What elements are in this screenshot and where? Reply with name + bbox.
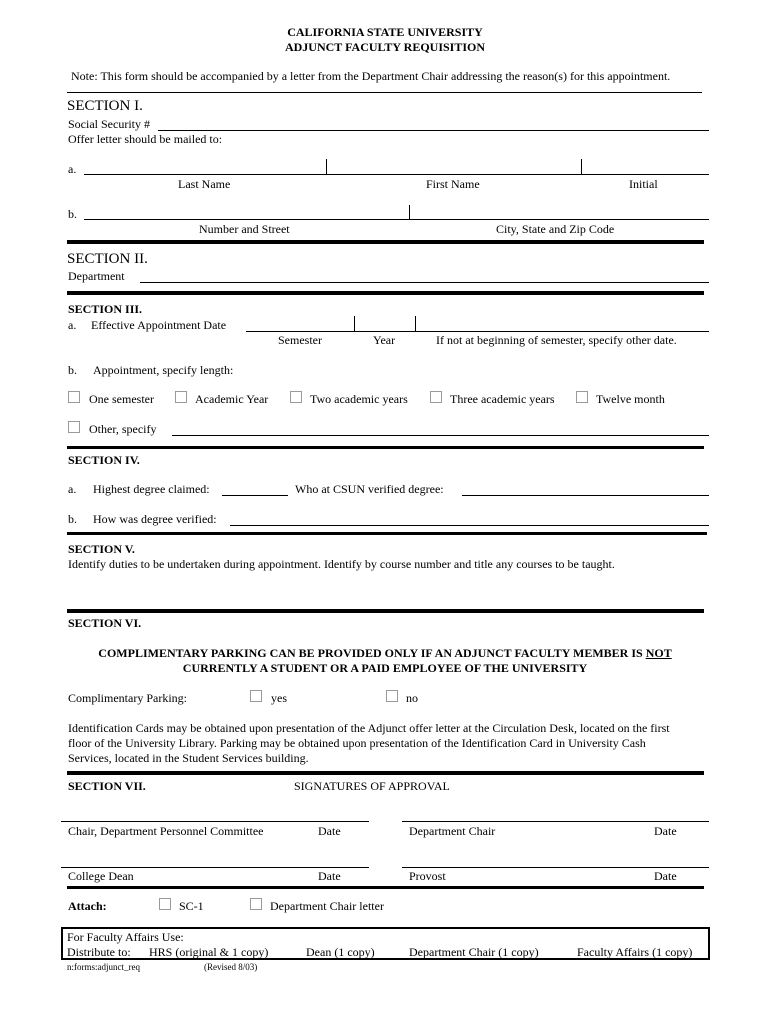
section-divider [67,446,704,449]
section-6-title: SECTION VI. [68,616,142,630]
row-b-label: b. [68,512,77,526]
ssn-label: Social Security # [68,117,150,131]
three-years-checkbox[interactable] [430,391,442,403]
two-years-label: Two academic years [310,392,408,406]
other-date-label: If not at beginning of semester, specify other date. [436,333,677,347]
two-years-checkbox[interactable] [290,391,302,403]
highest-degree-label: Highest degree claimed: [93,482,210,496]
department-field[interactable] [140,282,709,283]
id-card-info-line3: Services, located in the Student Services building. [68,751,309,765]
signatures-heading: SIGNATURES OF APPROVAL [294,779,450,793]
provost-label: Provost [409,869,446,883]
year-label: Year [373,333,396,347]
semester-label: Semester [278,333,322,347]
section-1-title: SECTION I. [67,98,143,114]
parking-no-label: no [406,691,418,705]
effective-date-label: Effective Appointment Date [91,318,227,332]
faculty-affairs-use-label: For Faculty Affairs Use: [67,930,184,944]
section-3-title: SECTION III. [68,302,143,316]
section-divider [67,771,704,775]
header-divider [67,92,702,93]
university-title: CALIFORNIA STATE UNIVERSITY [287,25,483,39]
parking-no-checkbox[interactable] [386,690,398,702]
name-separator [581,159,582,174]
department-label: Department [68,269,125,283]
complimentary-parking-label: Complimentary Parking: [68,691,187,705]
id-card-info-line1: Identification Cards may be obtained upon presentation of the Adjunct offer letter at the Circulation Desk, located on the first [68,721,670,735]
one-semester-checkbox[interactable] [68,391,80,403]
mailed-to-label: Offer letter should be mailed to: [68,132,223,146]
distribute-label: Distribute to: [67,945,131,959]
date-separator [354,316,355,331]
row-a-label: a. [68,162,77,176]
dist-dean: Dean (1 copy) [306,945,375,959]
effective-date-field[interactable] [246,331,709,332]
address-field[interactable] [84,219,709,220]
other-length-field[interactable] [172,435,709,436]
parking-notice-text: COMPLIMENTARY PARKING CAN BE PROVIDED ONLY IF AN ADJUNCT FACULTY MEMBER IS [98,646,646,660]
length-label: Appointment, specify length: [93,363,234,377]
parking-notice-not: NOT [645,646,672,660]
verifier-field[interactable] [462,495,709,496]
chair-letter-checkbox[interactable] [250,898,262,910]
section-divider [67,609,704,613]
name-separator [326,159,327,174]
row-b-label: b. [68,363,77,377]
initial-label: Initial [629,177,658,191]
dist-faculty-affairs: Faculty Affairs (1 copy) [577,945,693,959]
other-length-checkbox[interactable] [68,421,80,433]
section-4-title: SECTION IV. [68,453,140,467]
row-a-label: a. [68,482,77,496]
twelve-month-label: Twelve month [596,392,665,406]
dean-signature-line[interactable] [61,867,369,868]
attach-label: Attach: [68,899,107,913]
committee-chair-signature-line[interactable] [61,821,369,822]
duties-instructions: Identify duties to be undertaken during appointment. Identify by course number and title any courses to be taught. [68,557,615,571]
section-7-title: SECTION VII. [68,779,146,793]
twelve-month-checkbox[interactable] [576,391,588,403]
department-chair-label: Department Chair [409,824,496,838]
section-divider [67,240,704,244]
sc1-label: SC-1 [179,899,204,913]
city-label: City, State and Zip Code [496,222,615,236]
provost-signature-line[interactable] [402,867,709,868]
street-label: Number and Street [199,222,290,236]
date-separator [415,316,416,331]
academic-year-checkbox[interactable] [175,391,187,403]
row-a-label: a. [68,318,77,332]
parking-notice-line1 [0,646,770,661]
first-name-label: First Name [426,177,480,191]
ssn-field[interactable] [158,130,709,131]
dist-hrs: HRS (original & 1 copy) [149,945,269,959]
academic-year-label: Academic Year [195,392,269,406]
form-note: Note: This form should be accompanied by a letter from the Department Chair addressing the reason(s) for this appointment. [71,69,671,83]
last-name-label: Last Name [178,177,231,191]
one-semester-label: One semester [89,392,154,406]
row-b-label: b. [68,207,77,221]
parking-notice-line2: CURRENTLY A STUDENT OR A PAID EMPLOYEE OF THE UNIVERSITY [182,661,588,675]
other-length-label: Other, specify [89,422,157,436]
dist-department-chair: Department Chair (1 copy) [409,945,539,959]
department-chair-signature-line[interactable] [402,821,709,822]
file-reference: n:forms:adjunct_req [67,962,140,972]
college-dean-label: College Dean [68,869,134,883]
address-separator [409,205,410,219]
date-label: Date [654,869,677,883]
revision-note: (Revised 8/03) [204,962,258,972]
section-divider [67,886,704,889]
verification-method-label: How was degree verified: [93,512,217,526]
verifier-label: Who at CSUN verified degree: [295,482,444,496]
section-5-title: SECTION V. [68,542,135,556]
highest-degree-field[interactable] [222,495,288,496]
date-label: Date [318,824,341,838]
committee-chair-label: Chair, Department Personnel Committee [68,824,264,838]
section-divider [67,532,707,535]
parking-yes-label: yes [271,691,287,705]
section-2-title: SECTION II. [67,251,148,267]
form-title: ADJUNCT FACULTY REQUISITION [284,40,486,54]
name-field[interactable] [84,174,709,175]
parking-yes-checkbox[interactable] [250,690,262,702]
verification-method-field[interactable] [230,525,709,526]
sc1-checkbox[interactable] [159,898,171,910]
id-card-info-line2: floor of the University Library. Parking may be obtained upon presentation of the Identification Card in University Cash [68,736,646,750]
section-divider [67,291,704,295]
date-label: Date [318,869,341,883]
chair-letter-label: Department Chair letter [270,899,384,913]
three-years-label: Three academic years [450,392,555,406]
date-label: Date [654,824,677,838]
